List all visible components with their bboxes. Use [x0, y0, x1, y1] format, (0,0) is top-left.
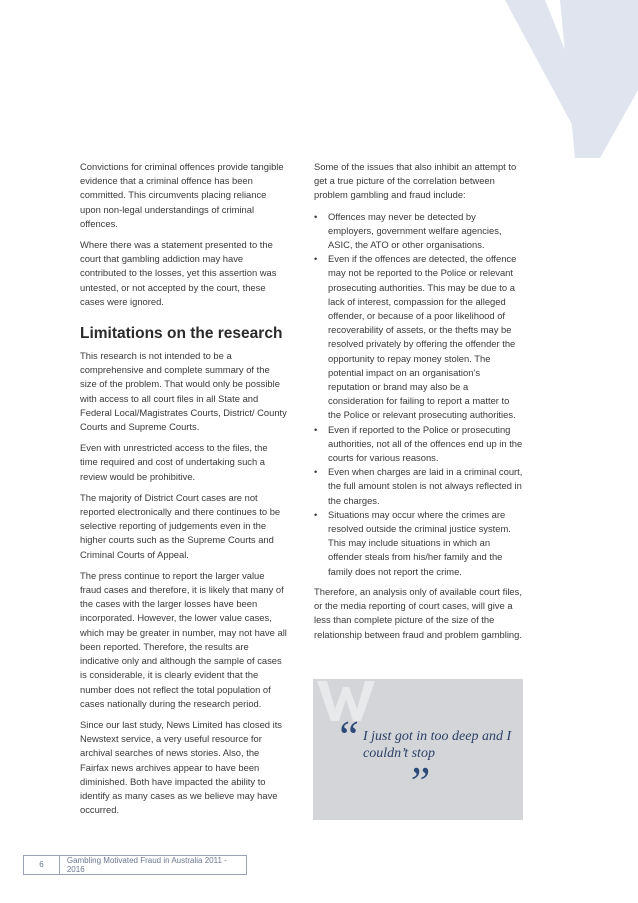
- pull-quote-text: I just got in too deep and I couldn’t stop: [363, 729, 512, 761]
- page-number: 6: [24, 856, 60, 874]
- open-quote-icon: “: [335, 712, 360, 761]
- right-column: [314, 160, 524, 649]
- paragraph-convictions: Convictions for criminal offences provide tangible evidence that a criminal offence has been committed. This circumvents placing reliance upon non-legal understandings of criminal offences.: [80, 161, 284, 229]
- paragraph-gambling-addiction: Where there was a statement presented to the court that gambling addiction may have contributed to the losses, yet this assertion was untested, or not accepted by the court, these cases were ignored.: [80, 239, 277, 307]
- issues-list: [314, 210, 524, 579]
- paragraph-conclusion: Therefore, an analysis only of available court files, or the media reporting of court cases, will give a less than complete picture of the size of the relationship between fraud and problem gambling.: [314, 585, 522, 640]
- page-footer: [23, 855, 247, 875]
- section-heading: Limitations on the research: [80, 325, 283, 343]
- footer-title: Gambling Motivated Fraud in Australia 2011 - 2016: [66, 856, 227, 874]
- left-column: [80, 160, 287, 824]
- list-item: • Even when charges are laid in a criminal court, the full amount stolen is not always reflected in the charges.: [314, 465, 524, 508]
- paragraph-issues-intro: Some of the issues that also inhibit an attempt to get a true picture of the correlation between problem gambling and fraud include:: [314, 161, 517, 201]
- list-item: • Situations may occur where the crimes are resolved outside the criminal justice system. This may include situations in which an offender steals from his/her family and the family does not report the crime.: [314, 508, 524, 579]
- paragraph-district-court: The majority of District Court cases are not reported electronically and there continues to be selective reporting of judgements even in the higher courts such as the Supreme Courts and Criminal Courts of Appeal.: [80, 491, 281, 560]
- list-item: • Even if the offences are detected, the offence may not be reported to the Police or relevant prosecuting authorities. This may be due to a lack of interest, compassion for the alleged offender, or because of a poor likelihood of recoverability of assets, or the thefts may be resolved privately by offering the offender the opportunity to repay money stolen. The potential impact on an organisation’s reputation or brand may also be a consideration for failing to report a matter to the Police or relevant prosecuting authorities.: [314, 252, 524, 422]
- list-item: • Offences may never be detected by employers, government welfare agencies, ASIC, the ATO or other organisations.: [314, 210, 524, 253]
- paragraph-press-reporting: The press continue to report the larger value fraud cases and therefore, it is likely that many of the cases with the larger losses have been incorporated. However, the lower value cases, which may be greater in number, may not have all been reported. Therefore, the results are indicative only and although the sample of cases is considerable, it is clearly evident that the number does not reflect the total population of cases nationally during the research period.: [80, 569, 287, 709]
- paragraph-access-cost: Even with unrestricted access to the files, the time required and cost of undertaking such a review would be prohibitive.: [80, 442, 268, 482]
- list-item: • Even if reported to the Police or prosecuting authorities, not all of the offences end up in the courts for various reasons.: [314, 423, 524, 466]
- pull-quote-box: [313, 679, 523, 820]
- paragraph-research-scope: This research is not intended to be a comprehensive and complete summary of the size of the problem. That would only be possible with access to all court files in all State and Federal Local/Magistrates Courts, District/ County Courts and Supreme Courts.: [80, 350, 287, 433]
- close-quote-icon: ”: [406, 758, 431, 807]
- paragraph-news-archives: Since our last study, News Limited has closed its Newstext service, a very useful resource for archival searches of news stories. Also, the Fairfax news archives appear to have been diminished. Both have impacted the ability to identify as many cases as we believe may have occurred.: [80, 718, 282, 816]
